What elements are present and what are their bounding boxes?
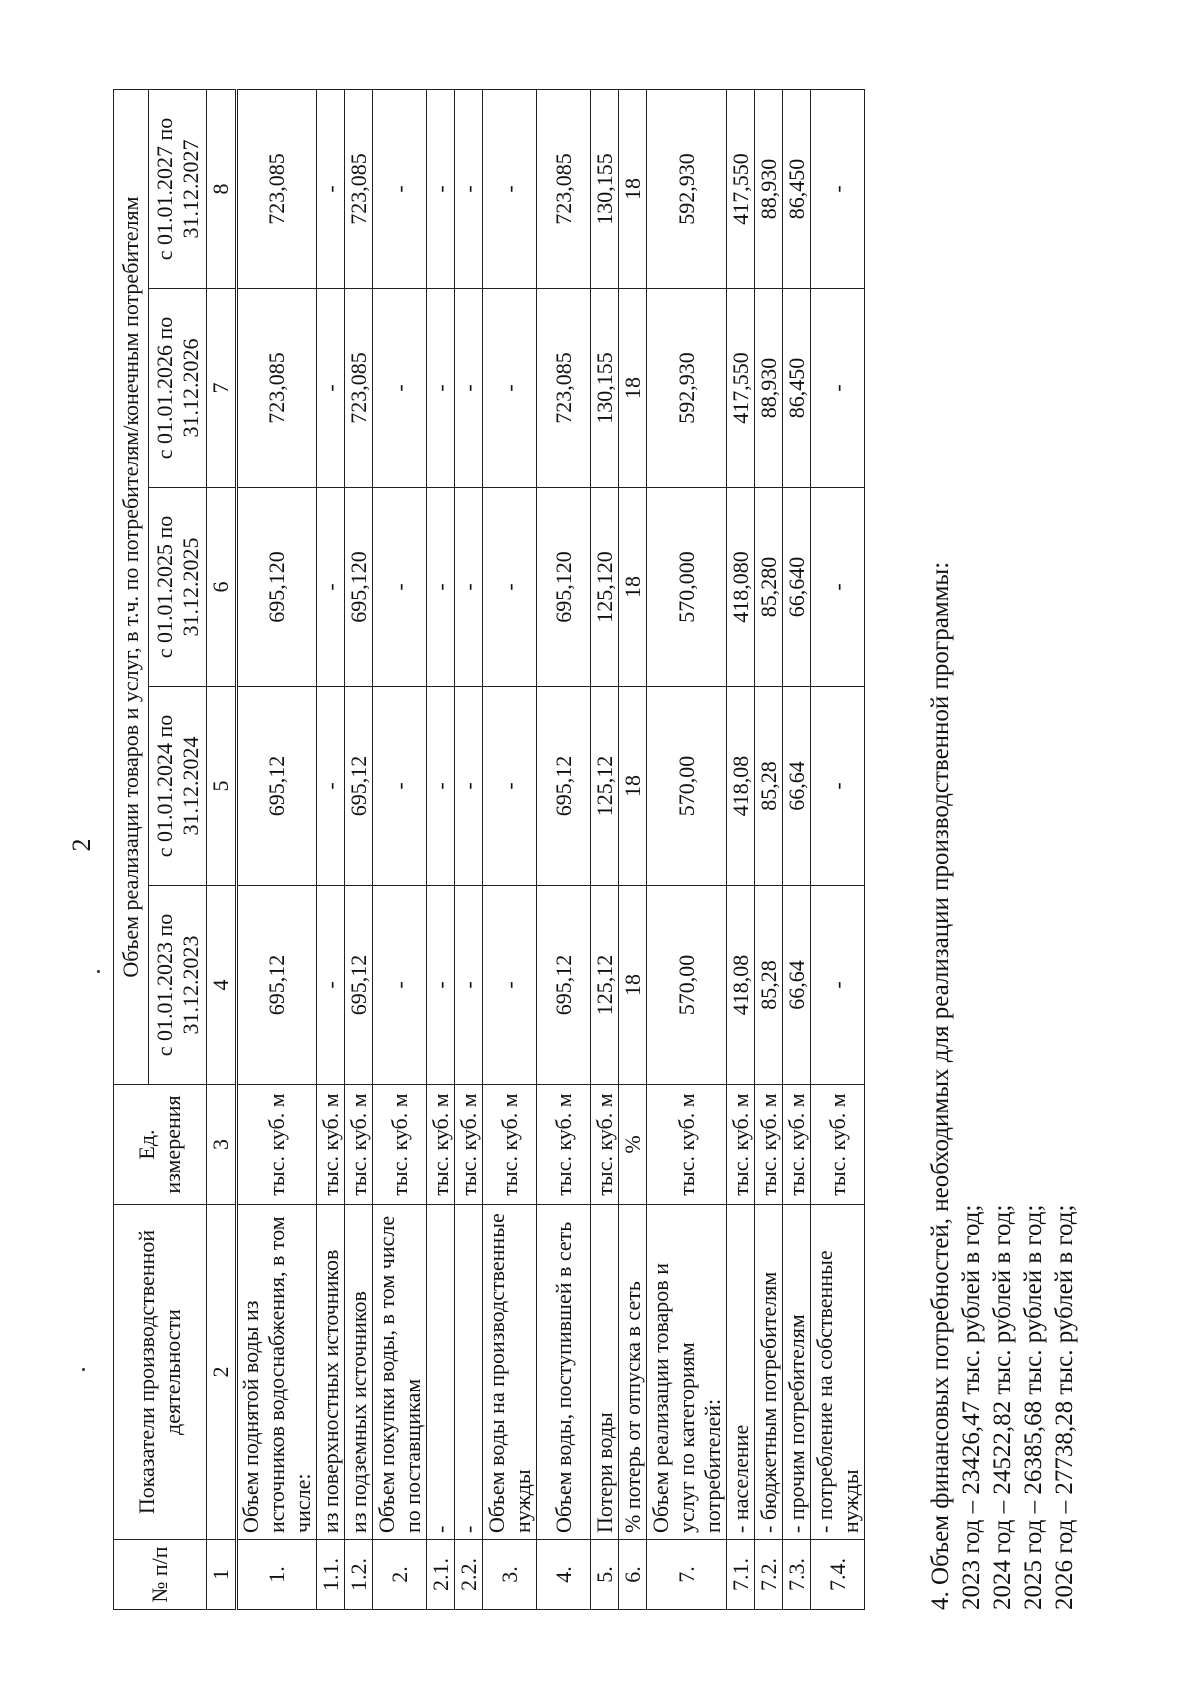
row-value: 88,930 <box>755 289 783 488</box>
row-value: - <box>811 687 865 886</box>
table-row <box>237 90 317 1610</box>
row-indicator: Объем реализации товаров и услуг по категориям потребителей: <box>647 1205 727 1540</box>
row-indicator: из поверхностных источников <box>317 1205 345 1540</box>
table-row <box>537 90 591 1610</box>
row-value: - <box>483 687 537 886</box>
row-value: 570,00 <box>647 687 727 886</box>
row-value: 85,28 <box>755 687 783 886</box>
rotated-content <box>75 90 1125 1610</box>
row-indicator: - население <box>727 1205 755 1540</box>
row-value: 86,450 <box>783 90 811 289</box>
row-value: - <box>317 687 345 886</box>
row-value: 417,550 <box>727 289 755 488</box>
row-unit: тыс. куб. м <box>427 1085 455 1205</box>
row-value: - <box>373 488 427 687</box>
column-number: 2 <box>207 1205 237 1540</box>
column-number: 8 <box>207 90 237 289</box>
row-number: 7. <box>647 1540 727 1610</box>
row-value: 418,08 <box>727 687 755 886</box>
row-value: 18 <box>619 488 647 687</box>
row-value: - <box>811 289 865 488</box>
row-indicator: - <box>455 1205 483 1540</box>
funding-line: 2026 год – 27738,28 тыс. рублей в год; <box>1051 1204 1078 1610</box>
row-unit: тыс. куб. м <box>345 1085 373 1205</box>
row-number: 6. <box>619 1540 647 1610</box>
header-unit: Ед. измерения <box>114 1085 207 1205</box>
row-unit: тыс. куб. м <box>783 1085 811 1205</box>
row-value: 695,12 <box>345 886 373 1085</box>
row-number: 3. <box>483 1540 537 1610</box>
header-volume-group: Объем реализации товаров и услуг, в т.ч. по потребителям/конечным потребителям <box>114 90 149 1085</box>
row-indicator: % потерь от отпуска в сеть <box>619 1205 647 1540</box>
row-value: 695,120 <box>537 488 591 687</box>
table-row <box>591 90 619 1610</box>
row-value: 66,64 <box>783 886 811 1085</box>
funding-line: 2024 год – 24522,82 тыс. рублей в год; <box>989 1204 1016 1610</box>
row-value: 130,155 <box>591 289 619 488</box>
row-value: - <box>427 687 455 886</box>
row-value: 695,120 <box>345 488 373 687</box>
row-value: 417,550 <box>727 90 755 289</box>
row-value: - <box>373 886 427 1085</box>
row-value: 18 <box>619 289 647 488</box>
row-value: 695,12 <box>237 886 317 1085</box>
row-value: - <box>427 90 455 289</box>
row-value: - <box>373 289 427 488</box>
production-table <box>113 89 865 1610</box>
table-row <box>783 90 811 1610</box>
row-unit: тыс. куб. м <box>755 1085 783 1205</box>
row-value: 695,12 <box>237 687 317 886</box>
row-value: - <box>373 90 427 289</box>
table-row <box>455 90 483 1610</box>
table-row <box>727 90 755 1610</box>
row-value: 695,12 <box>345 687 373 886</box>
row-unit: тыс. куб. м <box>647 1085 727 1205</box>
row-value: 125,120 <box>591 488 619 687</box>
row-value: 723,085 <box>345 90 373 289</box>
table-row <box>619 90 647 1610</box>
row-value: 66,64 <box>783 687 811 886</box>
row-unit: тыс. куб. м <box>537 1085 591 1205</box>
row-number: 4. <box>537 1540 591 1610</box>
header-indicator: Показатели производственной деятельности <box>114 1205 207 1540</box>
column-number: 5 <box>207 687 237 886</box>
column-number: 6 <box>207 488 237 687</box>
row-value: - <box>483 886 537 1085</box>
row-value: - <box>811 90 865 289</box>
column-number: 7 <box>207 289 237 488</box>
row-number: 7.3. <box>783 1540 811 1610</box>
row-value: 723,085 <box>537 90 591 289</box>
row-value: - <box>317 289 345 488</box>
row-value: 723,085 <box>537 289 591 488</box>
row-value: 418,080 <box>727 488 755 687</box>
row-value: 570,00 <box>647 886 727 1085</box>
header-period: с 01.01.2026 по 31.12.2026 <box>149 289 207 488</box>
row-number: 2. <box>373 1540 427 1610</box>
row-unit: тыс. куб. м <box>455 1085 483 1205</box>
row-value: - <box>455 687 483 886</box>
row-value: 418,08 <box>727 886 755 1085</box>
row-number: 1.1. <box>317 1540 345 1610</box>
header-num: № п/п <box>114 1540 207 1610</box>
row-value: 88,930 <box>755 90 783 289</box>
row-value: 695,12 <box>537 687 591 886</box>
header-period: с 01.01.2023 по 31.12.2023 <box>149 886 207 1085</box>
table-row <box>811 90 865 1610</box>
row-value: 592,930 <box>647 289 727 488</box>
table-row <box>317 90 345 1610</box>
row-value: 125,12 <box>591 886 619 1085</box>
row-value: 570,000 <box>647 488 727 687</box>
row-value: - <box>811 488 865 687</box>
header-period: с 01.01.2025 по 31.12.2025 <box>149 488 207 687</box>
row-value: 66,640 <box>783 488 811 687</box>
row-indicator: Объем воды на производственные нужды <box>483 1205 537 1540</box>
page-number: 2 <box>67 838 96 852</box>
row-indicator: - потребление на собственные нужды <box>811 1205 865 1540</box>
row-unit: тыс. куб. м <box>373 1085 427 1205</box>
funding-line: 2025 год – 26385,68 тыс. рублей в год; <box>1020 1204 1047 1610</box>
row-value: - <box>427 886 455 1085</box>
row-number: 7.4. <box>811 1540 865 1610</box>
row-value: - <box>317 90 345 289</box>
row-value: - <box>317 886 345 1085</box>
row-value: 125,12 <box>591 687 619 886</box>
row-value: - <box>373 687 427 886</box>
column-number: 4 <box>207 886 237 1085</box>
table-row <box>647 90 727 1610</box>
row-unit: тыс. куб. м <box>591 1085 619 1205</box>
row-value: 85,28 <box>755 886 783 1085</box>
header-period: с 01.01.2027 по 31.12.2027 <box>149 90 207 289</box>
row-indicator: Объем воды, поступившей в сеть <box>537 1205 591 1540</box>
row-value: 723,085 <box>237 90 317 289</box>
row-indicator: - <box>427 1205 455 1540</box>
table-row <box>483 90 537 1610</box>
row-value: - <box>455 488 483 687</box>
row-number: 2.1. <box>427 1540 455 1610</box>
row-number: 1.2. <box>345 1540 373 1610</box>
header-period: с 01.01.2024 по 31.12.2024 <box>149 687 207 886</box>
row-unit: тыс. куб. м <box>727 1085 755 1205</box>
row-value: - <box>483 289 537 488</box>
row-value: 723,085 <box>345 289 373 488</box>
row-value: 592,930 <box>647 90 727 289</box>
row-number: 7.1. <box>727 1540 755 1610</box>
table-row <box>755 90 783 1610</box>
row-unit: тыс. куб. м <box>317 1085 345 1205</box>
row-value: - <box>811 886 865 1085</box>
row-value: - <box>455 90 483 289</box>
row-unit: тыс. куб. м <box>811 1085 865 1205</box>
table-row <box>373 90 427 1610</box>
funding-heading: 4. Объем финансовых потребностей, необходимых для реализации производственной программы: <box>927 561 954 1610</box>
row-indicator: - бюджетным потребителям <box>755 1205 783 1540</box>
row-value: - <box>483 488 537 687</box>
table-row <box>345 90 373 1610</box>
row-value: - <box>483 90 537 289</box>
row-value: 18 <box>619 90 647 289</box>
row-indicator: Потери воды <box>591 1205 619 1540</box>
row-value: - <box>455 289 483 488</box>
row-number: 2.2. <box>455 1540 483 1610</box>
row-value: - <box>455 886 483 1085</box>
row-value: 18 <box>619 886 647 1085</box>
row-unit: тыс. куб. м <box>237 1085 317 1205</box>
row-unit: тыс. куб. м <box>483 1085 537 1205</box>
row-value: 86,450 <box>783 289 811 488</box>
row-number: 5. <box>591 1540 619 1610</box>
row-indicator: Объем поднятой воды из источников водоснабжения, в том числе: <box>237 1205 317 1540</box>
row-indicator: - прочим потребителям <box>783 1205 811 1540</box>
table-row <box>427 90 455 1610</box>
row-value: 18 <box>619 687 647 886</box>
column-number: 1 <box>207 1540 237 1610</box>
funding-section <box>925 110 1080 1610</box>
row-unit: % <box>619 1085 647 1205</box>
row-value: - <box>427 289 455 488</box>
row-value: - <box>317 488 345 687</box>
row-value: 85,280 <box>755 488 783 687</box>
row-indicator: из подземных источников <box>345 1205 373 1540</box>
row-indicator: Объем покупки воды, в том числе по поставщикам <box>373 1205 427 1540</box>
row-value: 130,155 <box>591 90 619 289</box>
row-value: 695,120 <box>237 488 317 687</box>
column-number: 3 <box>207 1085 237 1205</box>
row-value: 723,085 <box>237 289 317 488</box>
row-value: - <box>427 488 455 687</box>
funding-line: 2023 год – 23426,47 тыс. рублей в год; <box>958 1204 985 1610</box>
row-number: 7.2. <box>755 1540 783 1610</box>
row-number: 1. <box>237 1540 317 1610</box>
row-value: 695,12 <box>537 886 591 1085</box>
